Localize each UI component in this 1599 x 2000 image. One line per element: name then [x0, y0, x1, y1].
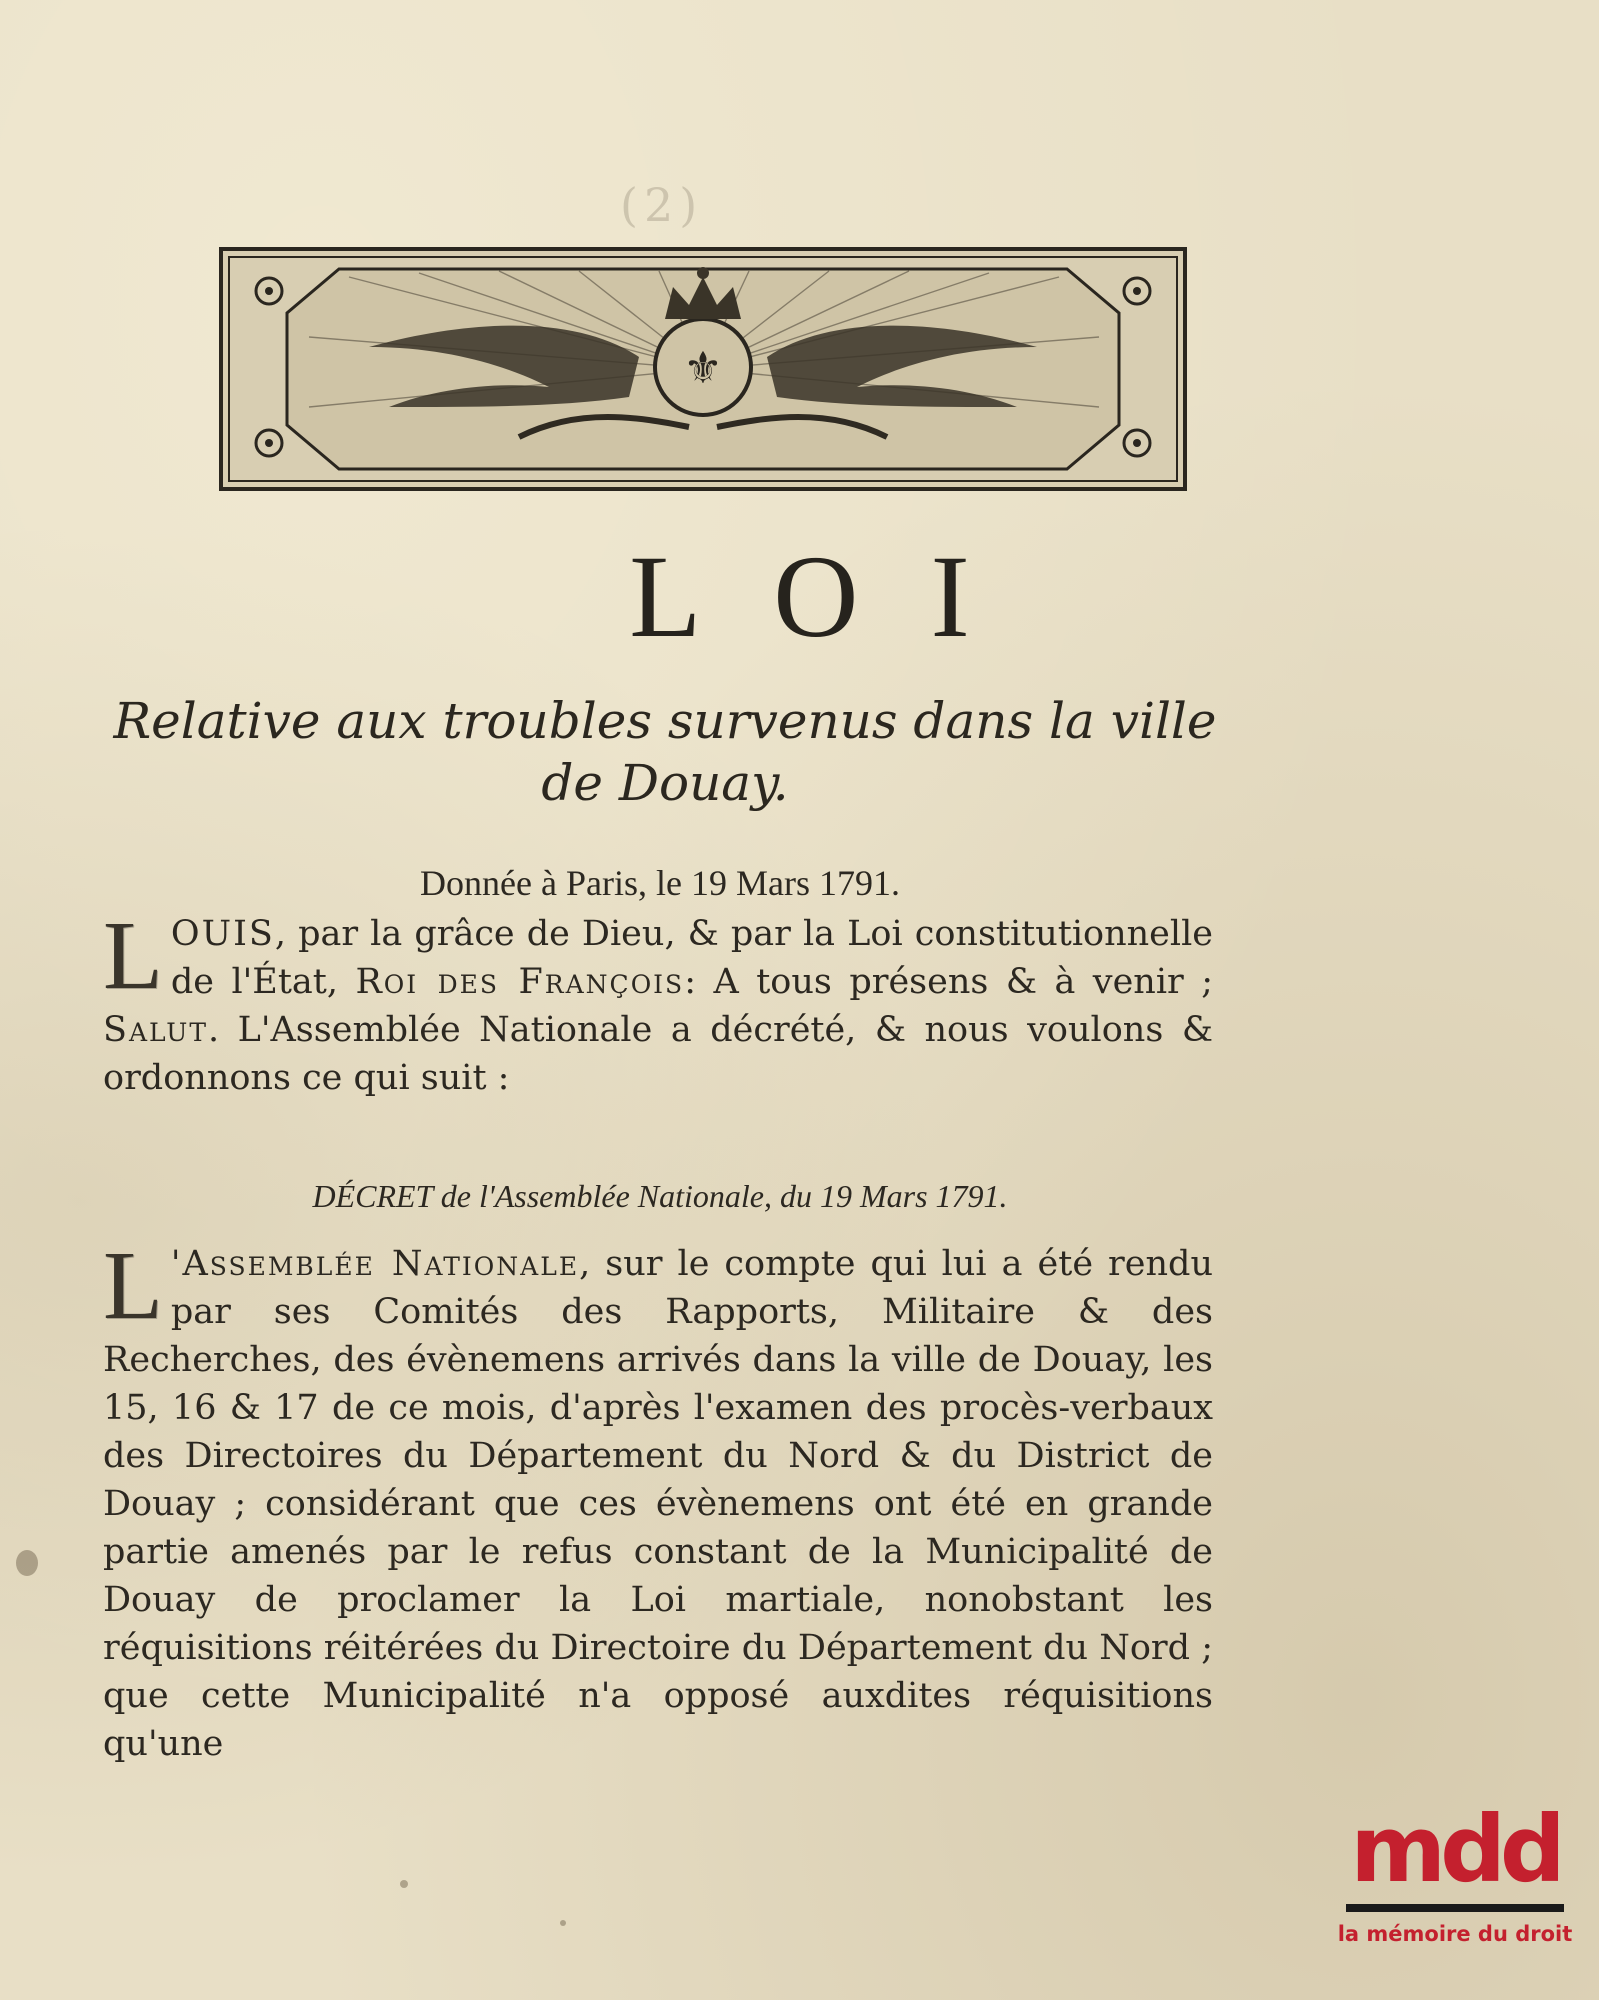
document-title: LOI	[629, 531, 1042, 662]
drop-cap: L	[103, 902, 163, 1010]
drop-cap: L	[103, 1232, 163, 1340]
page-number: (2)	[620, 178, 704, 232]
svg-text:⚜: ⚜	[683, 343, 723, 394]
logo-caption: la mémoire du droit	[1337, 1922, 1573, 1946]
decret-paragraph	[103, 1232, 1213, 1768]
ink-stain	[16, 1550, 38, 1576]
roi-title: Roi des François	[355, 962, 685, 1002]
ink-speck	[400, 1880, 408, 1888]
paragraph-lead: OUIS	[170, 914, 275, 954]
proclamation-paragraph	[103, 902, 1214, 1102]
logo-bar	[1346, 1904, 1564, 1912]
salut-word: Salut	[103, 1010, 209, 1050]
logo-mark: mdd	[1350, 1796, 1560, 1903]
decret-heading: DÉCRET de l'Assemblée Nationale, du 19 Mars 1791.	[312, 1178, 1008, 1214]
paragraph-text: , sur le compte qui lui a été rendu par ses Comités des Rapports, Militaire & des Recherches, des évènemens arrivés dans la ville de Douay, les 15, 16 & 17 de ce mois, d'après l'examen des procès-verbaux des Directoires du Département du Nord & du District de Douay ; considérant que ces évènemens ont été en grande partie amenés par le refus constant de la Municipalité de Douay de proclamer la Loi martiale, nonobstant les réquisitions réitérées du Directoire du Département du Nord ; que cette Municipalité n'a opposé auxdites réquisitions qu'une	[103, 1244, 1213, 1764]
mdd-logo	[1330, 1796, 1580, 1970]
document-subtitle	[100, 690, 1230, 814]
ink-speck	[560, 1920, 566, 1926]
paragraph-lead: 'Assemblée Nationale	[170, 1244, 580, 1284]
royal-emblem-banner	[219, 247, 1187, 491]
paragraph-text: : A tous présens & à venir ;	[684, 962, 1214, 1002]
subtitle-line-2: de Douay.	[541, 754, 789, 812]
paragraph-text: , par la grâce de Dieu, & par la Loi constitutionnelle de l'État,	[170, 914, 1213, 1002]
date-line: Donnée à Paris, le 19 Mars 1791.	[420, 863, 900, 903]
paragraph-text: . L'Assemblée Nationale a décrété, & nous voulons & ordonnons ce qui suit :	[103, 1010, 1213, 1098]
subtitle-line-1: Relative aux troubles survenus dans la ville	[113, 692, 1217, 750]
